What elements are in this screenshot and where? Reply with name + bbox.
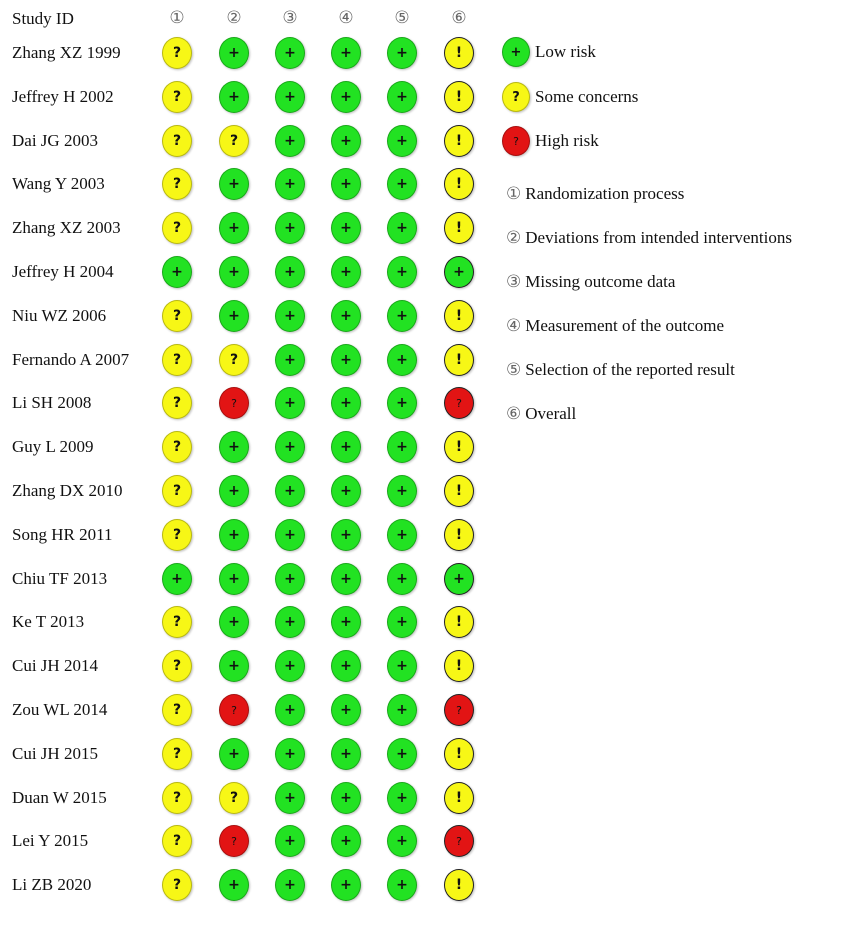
judgement-some-icon: ! xyxy=(444,650,474,682)
legend-label: High risk xyxy=(535,131,599,150)
judgement-some-icon: ? xyxy=(162,650,192,682)
judgement-low-icon: + xyxy=(331,168,361,200)
judgement-some-icon: ? xyxy=(162,869,192,901)
domain-number: ⑤ xyxy=(506,360,522,379)
judgement-low-icon: + xyxy=(387,782,417,814)
judgement-low-icon: + xyxy=(219,650,249,682)
study-label: Wang Y 2003 xyxy=(12,174,105,194)
domain-header-5: ⑤ xyxy=(394,8,410,27)
domain-number: ③ xyxy=(506,272,522,291)
judgement-low-icon: + xyxy=(275,519,305,551)
judgement-some-icon: ? xyxy=(219,782,249,814)
study-label: Fernando A 2007 xyxy=(12,349,130,369)
study-label: Niu WZ 2006 xyxy=(12,305,107,325)
domain-label: Measurement of the outcome xyxy=(525,316,724,335)
judgement-low-icon: + xyxy=(387,81,417,113)
judgement-some-icon: ? xyxy=(162,37,192,69)
judgement-some-icon: ! xyxy=(444,212,474,244)
judgement-low-icon: + xyxy=(219,81,249,113)
study-label: Zou WL 2014 xyxy=(12,700,108,719)
judgement-some-icon: ? xyxy=(162,431,192,463)
judgement-low-icon: + xyxy=(387,650,417,682)
judgement-low-icon: + xyxy=(331,869,361,901)
judgement-low-icon: + xyxy=(331,37,361,69)
judgement-low-icon: + xyxy=(331,825,361,857)
legend-domain-3 xyxy=(506,272,675,292)
judgement-some-icon: ? xyxy=(162,344,192,376)
judgement-low-icon: + xyxy=(275,825,305,857)
judgement-some-icon: ! xyxy=(444,738,474,770)
judgement-some-icon: ! xyxy=(444,475,474,507)
judgement-some-icon: ? xyxy=(162,519,192,551)
study-label: Cui JH 2015 xyxy=(12,743,98,763)
study-label: Guy L 2009 xyxy=(12,437,94,457)
legend-high-icon: ? xyxy=(502,126,530,156)
judgement-some-icon: ? xyxy=(162,475,192,507)
judgement-some-icon: ! xyxy=(444,344,474,376)
judgement-some-icon: ! xyxy=(444,168,474,200)
domain-label: Selection of the reported result xyxy=(525,360,735,379)
judgement-low-icon: + xyxy=(387,256,417,288)
judgement-low-icon: + xyxy=(275,694,305,726)
study-label: Ke T 2013 xyxy=(12,612,85,632)
judgement-low-icon: + xyxy=(444,256,474,288)
judgement-low-icon: + xyxy=(219,738,249,770)
judgement-low-icon: + xyxy=(387,869,417,901)
study-label: Lei Y 2015 xyxy=(12,831,89,851)
judgement-some-icon: ? xyxy=(162,782,192,814)
legend-domain-4 xyxy=(506,316,724,336)
judgement-some-icon: ! xyxy=(444,519,474,551)
judgement-low-icon: + xyxy=(219,431,249,463)
domain-number: ⑥ xyxy=(506,404,522,423)
study-label: Zhang XZ 1999 xyxy=(12,43,121,62)
judgement-low-icon: + xyxy=(331,738,361,770)
judgement-high-icon: ? xyxy=(219,387,249,419)
judgement-low-icon: + xyxy=(275,650,305,682)
study-label: Jeffrey H 2002 xyxy=(12,86,114,106)
study-id-header: Study ID xyxy=(12,9,74,28)
judgement-low-icon: + xyxy=(275,168,305,200)
judgement-low-icon: + xyxy=(387,344,417,376)
judgement-low-icon: + xyxy=(275,212,305,244)
domain-label: Randomization process xyxy=(525,184,685,203)
legend-low-icon: + xyxy=(502,37,530,67)
study-label: Jeffrey H 2004 xyxy=(12,262,114,281)
judgement-low-icon: + xyxy=(275,37,305,69)
judgement-low-icon: + xyxy=(275,869,305,901)
judgement-some-icon: ? xyxy=(162,168,192,200)
judgement-low-icon: + xyxy=(219,37,249,69)
judgement-some-icon: ? xyxy=(162,825,192,857)
judgement-low-icon: + xyxy=(219,168,249,200)
study-label: Li SH 2008 xyxy=(12,393,92,413)
judgement-low-icon: + xyxy=(275,387,305,419)
study-label: Zhang XZ 2003 xyxy=(12,218,121,238)
study-label: Duan W 2015 xyxy=(12,787,107,807)
legend-domain-2 xyxy=(506,228,792,248)
judgement-some-icon: ? xyxy=(162,125,192,157)
legend-domain-5 xyxy=(506,360,735,380)
judgement-low-icon: + xyxy=(275,256,305,288)
study-label: Cui JH 2014 xyxy=(12,656,98,676)
domain-label: Deviations from intended interventions xyxy=(525,228,792,247)
judgement-low-icon: + xyxy=(387,519,417,551)
judgement-some-icon: ! xyxy=(444,125,474,157)
legend-domain-6 xyxy=(506,404,576,424)
judgement-some-icon: ? xyxy=(162,300,192,332)
judgement-low-icon: + xyxy=(387,563,417,595)
judgement-low-icon: + xyxy=(331,256,361,288)
study-label: Song HR 2011 xyxy=(12,524,113,544)
judgement-low-icon: + xyxy=(331,475,361,507)
judgement-some-icon: ! xyxy=(444,431,474,463)
judgement-some-icon: ? xyxy=(162,387,192,419)
judgement-low-icon: + xyxy=(219,475,249,507)
judgement-low-icon: + xyxy=(387,212,417,244)
judgement-some-icon: ? xyxy=(162,212,192,244)
judgement-some-icon: ? xyxy=(162,738,192,770)
judgement-low-icon: + xyxy=(275,344,305,376)
judgement-low-icon: + xyxy=(387,606,417,638)
judgement-low-icon: + xyxy=(444,563,474,595)
judgement-low-icon: + xyxy=(387,475,417,507)
judgement-low-icon: + xyxy=(331,344,361,376)
judgement-high-icon: ? xyxy=(444,387,474,419)
legend-domain-1 xyxy=(506,184,684,204)
judgement-low-icon: + xyxy=(275,738,305,770)
domain-label: Overall xyxy=(525,404,577,423)
judgement-some-icon: ? xyxy=(162,606,192,638)
judgement-low-icon: + xyxy=(275,782,305,814)
judgement-low-icon: + xyxy=(387,37,417,69)
judgement-some-icon: ! xyxy=(444,606,474,638)
judgement-low-icon: + xyxy=(331,300,361,332)
judgement-low-icon: + xyxy=(275,563,305,595)
judgement-low-icon: + xyxy=(331,81,361,113)
legend-item-some xyxy=(502,82,638,112)
legend-label: Some concerns xyxy=(535,87,639,106)
judgement-low-icon: + xyxy=(331,782,361,814)
judgement-low-icon: + xyxy=(387,694,417,726)
judgement-low-icon: + xyxy=(162,256,192,288)
domain-label: Missing outcome data xyxy=(525,272,676,291)
judgement-high-icon: ? xyxy=(219,694,249,726)
judgement-high-icon: ? xyxy=(219,825,249,857)
judgement-low-icon: + xyxy=(331,519,361,551)
judgement-low-icon: + xyxy=(387,168,417,200)
legend-some-icon: ? xyxy=(502,82,530,112)
study-label: Dai JG 2003 xyxy=(12,130,98,150)
judgement-some-icon: ! xyxy=(444,782,474,814)
judgement-low-icon: + xyxy=(387,387,417,419)
legend-item-low xyxy=(502,37,596,67)
judgement-low-icon: + xyxy=(331,563,361,595)
judgement-low-icon: + xyxy=(331,694,361,726)
judgement-low-icon: + xyxy=(331,125,361,157)
judgement-low-icon: + xyxy=(331,387,361,419)
judgement-low-icon: + xyxy=(331,650,361,682)
judgement-some-icon: ? xyxy=(219,125,249,157)
domain-header-6: ⑥ xyxy=(451,8,467,27)
judgement-low-icon: + xyxy=(331,431,361,463)
judgement-low-icon: + xyxy=(219,300,249,332)
legend-item-high xyxy=(502,126,599,156)
study-label: Chiu TF 2013 xyxy=(12,568,108,588)
judgement-some-icon: ? xyxy=(162,694,192,726)
judgement-low-icon: + xyxy=(219,519,249,551)
domain-header-4: ④ xyxy=(338,8,354,27)
judgement-some-icon: ! xyxy=(444,869,474,901)
judgement-some-icon: ? xyxy=(219,344,249,376)
judgement-low-icon: + xyxy=(387,738,417,770)
judgement-low-icon: + xyxy=(219,563,249,595)
domain-header-1: ① xyxy=(169,8,185,27)
judgement-low-icon: + xyxy=(219,869,249,901)
judgement-some-icon: ! xyxy=(444,81,474,113)
judgement-low-icon: + xyxy=(275,300,305,332)
study-label: Zhang DX 2010 xyxy=(12,481,123,500)
judgement-low-icon: + xyxy=(162,563,192,595)
judgement-low-icon: + xyxy=(275,125,305,157)
judgement-low-icon: + xyxy=(275,431,305,463)
judgement-low-icon: + xyxy=(219,256,249,288)
judgement-some-icon: ? xyxy=(162,81,192,113)
judgement-low-icon: + xyxy=(275,606,305,638)
domain-header-2: ② xyxy=(226,8,242,27)
judgement-low-icon: + xyxy=(331,606,361,638)
judgement-low-icon: + xyxy=(387,431,417,463)
judgement-low-icon: + xyxy=(219,606,249,638)
domain-number: ① xyxy=(506,184,522,203)
judgement-high-icon: ? xyxy=(444,825,474,857)
judgement-low-icon: + xyxy=(275,81,305,113)
judgement-some-icon: ! xyxy=(444,37,474,69)
domain-header-3: ③ xyxy=(282,8,298,27)
judgement-some-icon: ! xyxy=(444,300,474,332)
judgement-low-icon: + xyxy=(275,475,305,507)
judgement-low-icon: + xyxy=(387,125,417,157)
legend-label: Low risk xyxy=(535,42,596,61)
judgement-low-icon: + xyxy=(219,212,249,244)
judgement-high-icon: ? xyxy=(444,694,474,726)
domain-number: ② xyxy=(506,228,522,247)
judgement-low-icon: + xyxy=(387,300,417,332)
study-label: Li ZB 2020 xyxy=(12,875,92,895)
domain-number: ④ xyxy=(506,316,522,335)
judgement-low-icon: + xyxy=(387,825,417,857)
judgement-low-icon: + xyxy=(331,212,361,244)
